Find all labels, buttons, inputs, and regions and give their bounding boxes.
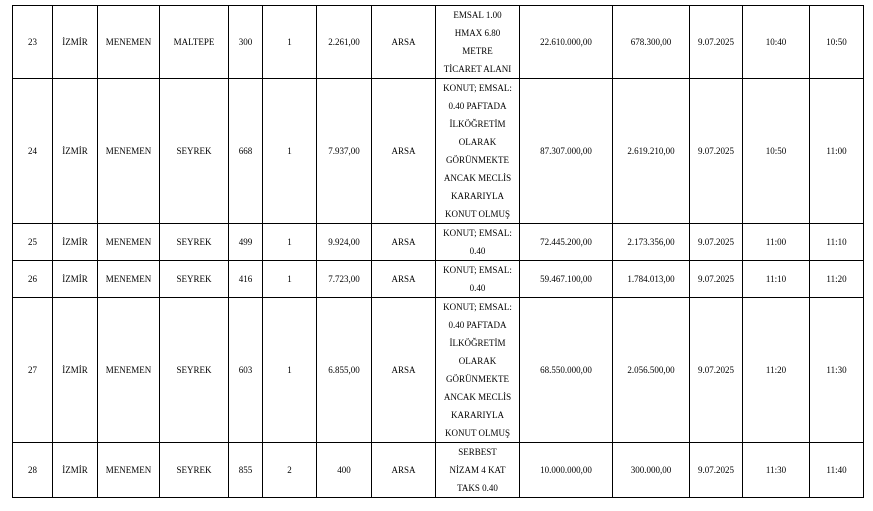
zoning-line: KONUT; EMSAL:: [443, 228, 512, 238]
parcel-cell: 1: [263, 6, 317, 79]
zoning-line: KONUT OLMUŞ: [444, 209, 511, 219]
zoning-cell: [436, 79, 520, 224]
end-time-cell: 11:30: [810, 298, 864, 443]
end-time-cell: 11:10: [810, 224, 864, 261]
property-type-cell: ARSA: [372, 443, 436, 498]
end-time-cell: 11:20: [810, 261, 864, 298]
area-cell: 2.261,00: [317, 6, 372, 79]
zoning-line: GÖRÜNMEKTE: [446, 374, 509, 384]
zoning-line: TAKS 0.40: [457, 483, 498, 493]
zoning-cell: [436, 298, 520, 443]
zoning-line: METRE: [462, 46, 493, 56]
block-cell: 300: [229, 6, 263, 79]
zoning-line: KARARIYLA: [451, 191, 504, 201]
property-type-cell: ARSA: [372, 298, 436, 443]
start-time-cell: 11:30: [743, 443, 810, 498]
start-time-cell: 11:00: [743, 224, 810, 261]
province-cell: İZMİR: [53, 261, 98, 298]
row-number: 23: [13, 6, 53, 79]
zoning-cell: [436, 224, 520, 261]
property-type-cell: ARSA: [372, 6, 436, 79]
neighborhood-cell: SEYREK: [160, 79, 229, 224]
deposit-cell: 1.784.013,00: [613, 261, 690, 298]
property-type-cell: ARSA: [372, 79, 436, 224]
deposit-cell: 2.619.210,00: [613, 79, 690, 224]
parcel-cell: 1: [263, 298, 317, 443]
neighborhood-cell: SEYREK: [160, 298, 229, 443]
zoning-line: ANCAK MECLİS: [443, 392, 512, 402]
estimated-value-cell: 10.000.000,00: [520, 443, 613, 498]
block-cell: 416: [229, 261, 263, 298]
zoning-line: TİCARET ALANI: [443, 64, 512, 74]
neighborhood-cell: SEYREK: [160, 443, 229, 498]
deposit-cell: 300.000,00: [613, 443, 690, 498]
district-cell: MENEMEN: [98, 79, 160, 224]
block-cell: 855: [229, 443, 263, 498]
zoning-cell: [436, 443, 520, 498]
date-cell: 9.07.2025: [690, 6, 743, 79]
table-row: [13, 261, 864, 298]
parcel-cell: 1: [263, 79, 317, 224]
estimated-value-cell: 59.467.100,00: [520, 261, 613, 298]
zoning-line: İLKÖĞRETİM: [449, 338, 506, 348]
zoning-line: 0.40: [469, 246, 486, 256]
row-number: 25: [13, 224, 53, 261]
district-cell: MENEMEN: [98, 224, 160, 261]
zoning-line: OLARAK: [458, 137, 497, 147]
zoning-line: KONUT; EMSAL:: [443, 83, 512, 93]
date-cell: 9.07.2025: [690, 443, 743, 498]
date-cell: 9.07.2025: [690, 261, 743, 298]
zoning-line: GÖRÜNMEKTE: [446, 155, 509, 165]
block-cell: 603: [229, 298, 263, 443]
table-row: [13, 6, 864, 79]
zoning-line: SERBEST: [458, 447, 497, 457]
estimated-value-cell: 68.550.000,00: [520, 298, 613, 443]
zoning-line: İLKÖĞRETİM: [449, 119, 506, 129]
neighborhood-cell: MALTEPE: [160, 6, 229, 79]
zoning-line: 0.40 PAFTADA: [448, 320, 507, 330]
block-cell: 668: [229, 79, 263, 224]
end-time-cell: 11:00: [810, 79, 864, 224]
neighborhood-cell: SEYREK: [160, 261, 229, 298]
row-number: 27: [13, 298, 53, 443]
zoning-line: KONUT; EMSAL:: [443, 265, 512, 275]
area-cell: 9.924,00: [317, 224, 372, 261]
zoning-line: KONUT; EMSAL:: [443, 302, 512, 312]
province-cell: İZMİR: [53, 6, 98, 79]
area-cell: 7.723,00: [317, 261, 372, 298]
property-type-cell: ARSA: [372, 224, 436, 261]
parcel-cell: 1: [263, 224, 317, 261]
estimated-value-cell: 72.445.200,00: [520, 224, 613, 261]
zoning-line: NİZAM 4 KAT: [449, 465, 506, 475]
province-cell: İZMİR: [53, 224, 98, 261]
end-time-cell: 11:40: [810, 443, 864, 498]
table-row: [13, 298, 864, 443]
estimated-value-cell: 22.610.000,00: [520, 6, 613, 79]
zoning-line: 0.40: [469, 283, 486, 293]
property-type-cell: ARSA: [372, 261, 436, 298]
deposit-cell: 2.173.356,00: [613, 224, 690, 261]
start-time-cell: 10:50: [743, 79, 810, 224]
province-cell: İZMİR: [53, 443, 98, 498]
table-body: [13, 6, 864, 498]
district-cell: MENEMEN: [98, 298, 160, 443]
date-cell: 9.07.2025: [690, 79, 743, 224]
table-row: [13, 224, 864, 261]
neighborhood-cell: SEYREK: [160, 224, 229, 261]
parcel-cell: 1: [263, 261, 317, 298]
deposit-cell: 678.300,00: [613, 6, 690, 79]
row-number: 28: [13, 443, 53, 498]
district-cell: MENEMEN: [98, 6, 160, 79]
estimated-value-cell: 87.307.000,00: [520, 79, 613, 224]
zoning-line: EMSAL 1.00: [453, 10, 502, 20]
start-time-cell: 11:20: [743, 298, 810, 443]
auction-table: [12, 5, 864, 498]
table-row: [13, 443, 864, 498]
start-time-cell: 10:40: [743, 6, 810, 79]
table-row: [13, 79, 864, 224]
zoning-line: ANCAK MECLİS: [443, 173, 512, 183]
row-number: 24: [13, 79, 53, 224]
date-cell: 9.07.2025: [690, 298, 743, 443]
zoning-line: OLARAK: [458, 356, 497, 366]
province-cell: İZMİR: [53, 79, 98, 224]
end-time-cell: 10:50: [810, 6, 864, 79]
zoning-cell: [436, 6, 520, 79]
province-cell: İZMİR: [53, 298, 98, 443]
district-cell: MENEMEN: [98, 443, 160, 498]
date-cell: 9.07.2025: [690, 224, 743, 261]
zoning-line: KARARIYLA: [451, 410, 504, 420]
district-cell: MENEMEN: [98, 261, 160, 298]
area-cell: 7.937,00: [317, 79, 372, 224]
parcel-cell: 2: [263, 443, 317, 498]
zoning-line: HMAX 6.80: [454, 28, 501, 38]
block-cell: 499: [229, 224, 263, 261]
zoning-cell: [436, 261, 520, 298]
row-number: 26: [13, 261, 53, 298]
deposit-cell: 2.056.500,00: [613, 298, 690, 443]
zoning-line: KONUT OLMUŞ: [444, 428, 511, 438]
area-cell: 400: [317, 443, 372, 498]
start-time-cell: 11:10: [743, 261, 810, 298]
zoning-line: 0.40 PAFTADA: [448, 101, 507, 111]
area-cell: 6.855,00: [317, 298, 372, 443]
